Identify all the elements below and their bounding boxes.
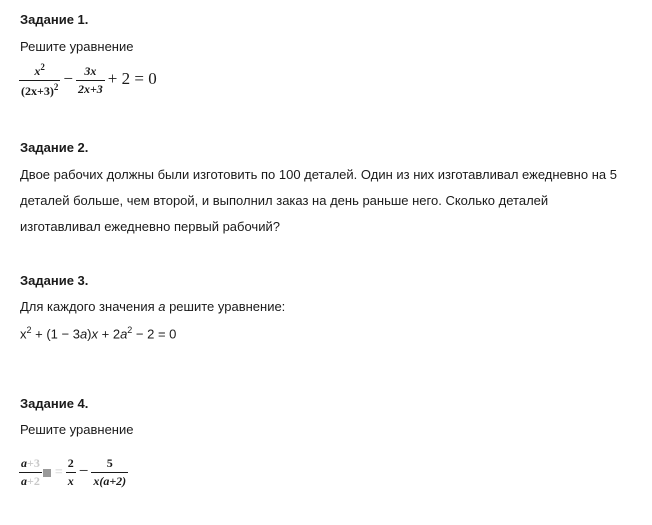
task-2-title: Задание 2.	[20, 140, 89, 155]
task-3-equation: $x^2 + (1 - 3a)x + 2a^2 - 2 = 0$	[20, 325, 177, 342]
task-1-instruction: Решите уравнение	[20, 39, 134, 54]
task-4-fraction-2: $\frac{2}{x}$	[67, 456, 74, 488]
task-1-fraction-2: $\frac{3x}{2x+3}$	[77, 64, 103, 96]
task-4-title: Задание 4.	[20, 396, 89, 411]
task-3-instruction: Для каждого значения a решите уравнение:	[20, 299, 286, 314]
task-1-equation: $\frac{x^2}{(2x+3)^2}$ − $\frac{3x}{2x+3}$ + 2 = 0	[21, 62, 157, 98]
task-1-fraction-1: $\frac{x^2}{(2x+3)^2}$	[21, 62, 59, 98]
task-2-line-2: деталей больше, чем второй, и выполнил заказ на день раньше него. Сколько деталей	[20, 193, 549, 208]
task-4-equation: $\frac{a+3}{a+2}$ = $\frac{2}{x}$ − $\frac{5}{x(a+2)}$	[21, 456, 127, 488]
cursor-marker	[43, 469, 51, 477]
task-3-title: Задание 3.	[20, 273, 89, 288]
task-2-line-3: изготавливал ежедневно первый рабочий?	[20, 219, 280, 234]
task-2-line-1: Двое рабочих должны были изготовить по 100 деталей. Один из них изготавливал ежедневно на 5	[20, 167, 617, 182]
task-4-fraction-3: $\frac{5}{x(a+2)}$	[93, 456, 127, 488]
task-4-fraction-1: $\frac{a+3}{a+2}$	[21, 456, 40, 488]
task-4-instruction: Решите уравнение	[20, 422, 134, 437]
task-1-title: Задание 1.	[20, 12, 89, 27]
